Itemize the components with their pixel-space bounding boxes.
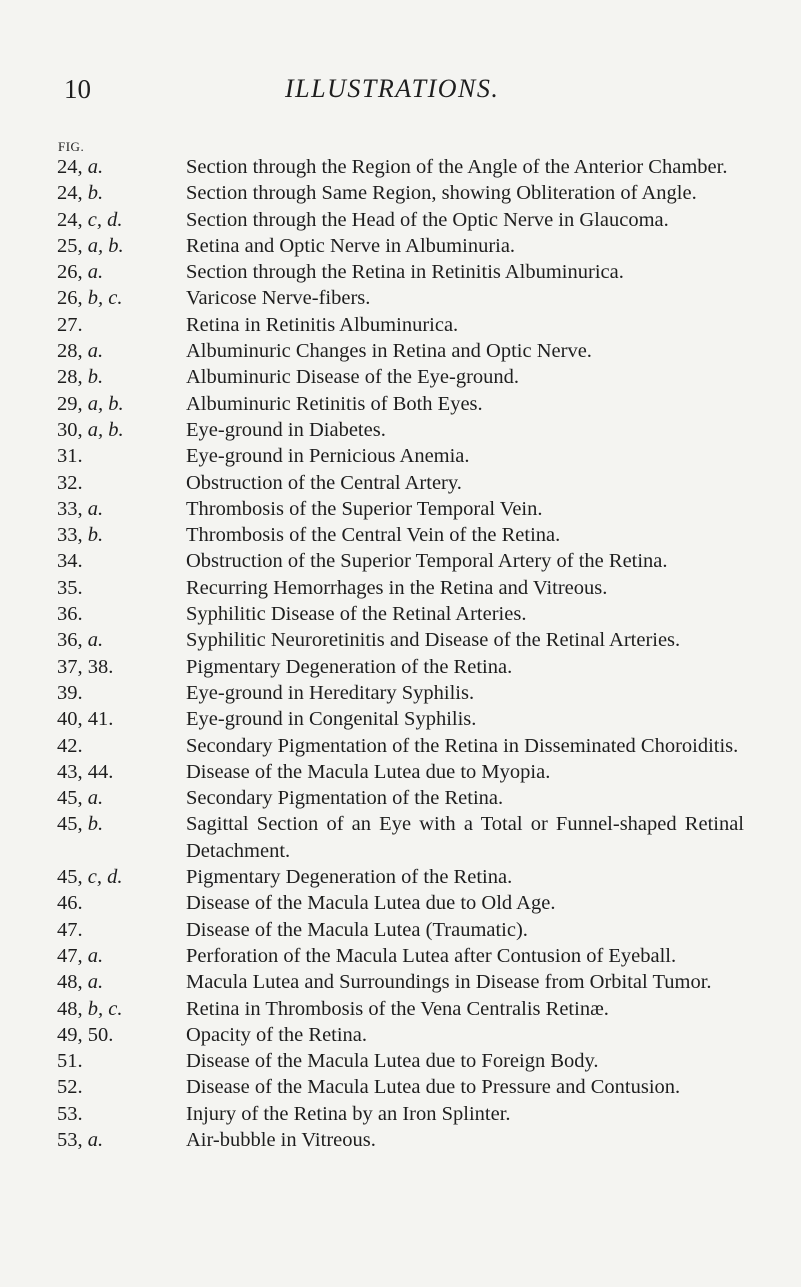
- figure-description: Eye-ground in Pernicious Anemia.: [186, 445, 470, 468]
- figure-number-main: 36,: [57, 629, 83, 652]
- figure-subletter: b.: [87, 182, 104, 205]
- figure-description: Syphilitic Neuroretinitis and Disease of the Retinal Arteries.: [186, 629, 681, 652]
- figure-number-main: 49, 50.: [57, 1023, 114, 1046]
- figure-number-main: 46.: [57, 892, 83, 915]
- list-item: [0, 338, 801, 364]
- figure-number-main: 35.: [57, 576, 83, 599]
- figure-description: Syphilitic Disease of the Retinal Arteries.: [186, 603, 527, 626]
- figure-number: [0, 391, 186, 417]
- figure-description: Albuminuric Retinitis of Both Eyes.: [186, 392, 483, 415]
- figure-description: Eye-ground in Hereditary Syphilis.: [186, 681, 475, 704]
- figure-number: [0, 996, 186, 1022]
- figure-number: [0, 180, 186, 206]
- figure-number: [0, 890, 186, 916]
- figure-number: [0, 575, 186, 601]
- figure-number: [0, 312, 186, 338]
- figure-number: [0, 443, 186, 469]
- figure-number: [0, 417, 186, 443]
- figure-number-main: 28,: [57, 340, 83, 363]
- figure-number: [0, 496, 186, 522]
- figure-number: [0, 759, 186, 785]
- list-item: [0, 890, 801, 916]
- figure-number-main: 29,: [57, 392, 83, 415]
- figure-description: Disease of the Macula Lutea due to Pressure and Contusion.: [186, 1076, 681, 1099]
- list-item: [0, 627, 801, 653]
- figure-number: [0, 733, 186, 759]
- figure-description: Pigmentary Degeneration of the Retina.: [186, 655, 513, 678]
- list-item: [0, 1022, 801, 1048]
- figure-subletter: a.: [87, 497, 104, 520]
- figure-number-main: 37, 38.: [57, 655, 114, 678]
- figure-number-main: 51.: [57, 1050, 83, 1073]
- figure-description: Opacity of the Retina.: [186, 1023, 368, 1046]
- figure-description: Eye-ground in Congenital Syphilis.: [186, 708, 477, 731]
- figure-number-main: 48,: [57, 971, 83, 994]
- figure-description: Section through Same Region, showing Obliteration of Angle.: [186, 182, 697, 205]
- list-item: [0, 154, 801, 180]
- list-item: [0, 548, 801, 574]
- page-header: [0, 74, 801, 114]
- figure-description: Retina in Thrombosis of the Vena Centralis Retinæ.: [186, 997, 609, 1020]
- figure-number: [0, 233, 186, 259]
- figure-number-main: 45,: [57, 787, 83, 810]
- list-item: [0, 969, 801, 995]
- figure-description: Albuminuric Disease of the Eye-ground.: [186, 366, 520, 389]
- figure-number-main: 27.: [57, 313, 83, 336]
- figure-number-main: 32.: [57, 471, 83, 494]
- figure-number: [0, 811, 186, 837]
- figure-number-main: 33,: [57, 524, 83, 547]
- figure-number: [0, 627, 186, 653]
- list-item: [0, 864, 801, 890]
- list-item: [0, 259, 801, 285]
- figure-description: Perforation of the Macula Lutea after Contusion of Eyeball.: [186, 944, 677, 967]
- list-item: [0, 180, 801, 206]
- figure-subletter: a, b.: [87, 234, 124, 257]
- figure-description: Air-bubble in Vitreous.: [186, 1128, 376, 1151]
- figure-subletter: a.: [87, 629, 104, 652]
- figure-number-main: 43, 44.: [57, 760, 114, 783]
- list-item: [0, 312, 801, 338]
- figure-number-main: 40, 41.: [57, 708, 114, 731]
- list-item: [0, 364, 801, 390]
- figure-number-main: 47.: [57, 918, 83, 941]
- figure-number-main: 53,: [57, 1128, 83, 1151]
- figure-number: [0, 1127, 186, 1153]
- figure-description: Section through the Retina in Retinitis Albuminurica.: [186, 261, 624, 284]
- figure-description: Disease of the Macula Lutea due to Old Age.: [186, 892, 556, 915]
- figure-description: Section through the Region of the Angle of the Anterior Chamber.: [186, 156, 728, 178]
- list-item: [0, 654, 801, 680]
- figure-description: Eye-ground in Diabetes.: [186, 418, 386, 441]
- figure-number: [0, 338, 186, 364]
- figure-description: Disease of the Macula Lutea (Traumatic).: [186, 918, 528, 941]
- figure-subletter: a.: [87, 261, 104, 284]
- figure-number-main: 24,: [57, 208, 83, 231]
- figure-number: [0, 601, 186, 627]
- list-item: [0, 285, 801, 311]
- running-title: ILLUSTRATIONS.: [285, 74, 500, 103]
- figure-description: Macula Lutea and Surroundings in Disease from Orbital Tumor.: [186, 971, 712, 994]
- figure-number-main: 26,: [57, 261, 83, 284]
- figure-number-main: 42.: [57, 734, 83, 757]
- figure-number: [0, 969, 186, 995]
- list-item: [0, 522, 801, 548]
- list-item: [0, 996, 801, 1022]
- figure-number-main: 53.: [57, 1102, 83, 1125]
- figure-number: [0, 522, 186, 548]
- figure-number-main: 45,: [57, 866, 83, 889]
- figure-number: [0, 1074, 186, 1100]
- list-item: [0, 391, 801, 417]
- figure-number: [0, 1101, 186, 1127]
- list-item: [0, 733, 801, 759]
- figure-number-main: 36.: [57, 603, 83, 626]
- figure-number-main: 52.: [57, 1076, 83, 1099]
- figure-number: [0, 654, 186, 680]
- figure-subletter: b.: [87, 813, 104, 836]
- figure-number-main: 34.: [57, 550, 83, 573]
- figure-number: [0, 548, 186, 574]
- figure-subletter: a, b.: [87, 392, 124, 415]
- figure-description: Disease of the Macula Lutea due to Myopia.: [186, 760, 551, 783]
- figure-subletter: a.: [87, 340, 104, 363]
- figure-number: [0, 680, 186, 706]
- list-item: [0, 1127, 801, 1153]
- figure-number-main: 45,: [57, 813, 83, 836]
- figure-description: Thrombosis of the Central Vein of the Retina.: [186, 524, 561, 547]
- illustrations-list: [0, 154, 801, 1153]
- list-item: [0, 811, 801, 864]
- figure-subletter: b.: [87, 524, 104, 547]
- page-number: 10: [64, 74, 91, 104]
- figure-subletter: a.: [87, 787, 104, 810]
- figure-number-main: 24,: [57, 156, 83, 178]
- figure-description: Secondary Pigmentation of the Retina.: [186, 787, 504, 810]
- figure-subletter: a, b.: [87, 418, 124, 441]
- figure-number: [0, 943, 186, 969]
- figure-subletter: a.: [87, 1128, 104, 1151]
- figure-number-main: 33,: [57, 497, 83, 520]
- figure-number: [0, 470, 186, 496]
- figure-number: [0, 1048, 186, 1074]
- list-item: [0, 207, 801, 233]
- list-item: [0, 706, 801, 732]
- figure-description: Obstruction of the Central Artery.: [186, 471, 462, 494]
- list-item: [0, 785, 801, 811]
- list-item: [0, 1101, 801, 1127]
- list-item: [0, 680, 801, 706]
- figure-number: [0, 706, 186, 732]
- figure-description: Varicose Nerve-fibers.: [186, 287, 371, 310]
- fig-column-label: FIG.: [58, 139, 85, 154]
- list-item: [0, 443, 801, 469]
- figure-subletter: c, d.: [87, 866, 123, 889]
- figure-description: Obstruction of the Superior Temporal Artery of the Retina.: [186, 550, 668, 573]
- figure-number-main: 47,: [57, 944, 83, 967]
- list-item: [0, 917, 801, 943]
- figure-subletter: b, c.: [87, 997, 123, 1020]
- figure-number: [0, 207, 186, 233]
- figure-description: Albuminuric Changes in Retina and Optic Nerve.: [186, 340, 592, 363]
- figure-description: Retina and Optic Nerve in Albuminuria.: [186, 234, 516, 257]
- figure-description: Disease of the Macula Lutea due to Foreign Body.: [186, 1050, 599, 1073]
- list-item: [0, 575, 801, 601]
- figure-number: [0, 285, 186, 311]
- list-item: [0, 233, 801, 259]
- figure-number-main: 30,: [57, 418, 83, 441]
- list-item: [0, 496, 801, 522]
- figure-description: Pigmentary Degeneration of the Retina.: [186, 866, 513, 889]
- figure-subletter: a.: [87, 944, 104, 967]
- figure-number-main: 25,: [57, 234, 83, 257]
- figure-number-main: 24,: [57, 182, 83, 205]
- figure-subletter: a.: [87, 156, 104, 178]
- figure-number: [0, 917, 186, 943]
- figure-number: [0, 364, 186, 390]
- figure-number: [0, 259, 186, 285]
- figure-number: [0, 785, 186, 811]
- list-item: [0, 601, 801, 627]
- figure-subletter: c, d.: [87, 208, 123, 231]
- list-item: [0, 417, 801, 443]
- list-item: [0, 759, 801, 785]
- list-item: [0, 1048, 801, 1074]
- figure-description: Secondary Pigmentation of the Retina in Disseminated Choroiditis.: [186, 734, 739, 757]
- figure-subletter: b, c.: [87, 287, 123, 310]
- figure-subletter: b.: [87, 366, 104, 389]
- figure-description: Injury of the Retina by an Iron Splinter.: [186, 1102, 511, 1125]
- figure-number-main: 31.: [57, 445, 83, 468]
- figure-description: Sagittal Section of an Eye with a Total or Funnel-shaped Retinal Detachment.: [186, 813, 744, 862]
- figure-number-main: 48,: [57, 997, 83, 1020]
- figure-number: [0, 864, 186, 890]
- figure-description: Retina in Retinitis Albuminurica.: [186, 313, 459, 336]
- figure-number-main: 39.: [57, 681, 83, 704]
- figure-number: [0, 154, 186, 180]
- list-item: [0, 1074, 801, 1100]
- list-item: [0, 943, 801, 969]
- figure-description: Recurring Hemorrhages in the Retina and Vitreous.: [186, 576, 608, 599]
- figure-description: Thrombosis of the Superior Temporal Vein.: [186, 497, 543, 520]
- figure-subletter: a.: [87, 971, 104, 994]
- figure-description: Section through the Head of the Optic Nerve in Glaucoma.: [186, 208, 669, 231]
- figure-number-main: 28,: [57, 366, 83, 389]
- list-item: [0, 470, 801, 496]
- figure-number: [0, 1022, 186, 1048]
- figure-number-main: 26,: [57, 287, 83, 310]
